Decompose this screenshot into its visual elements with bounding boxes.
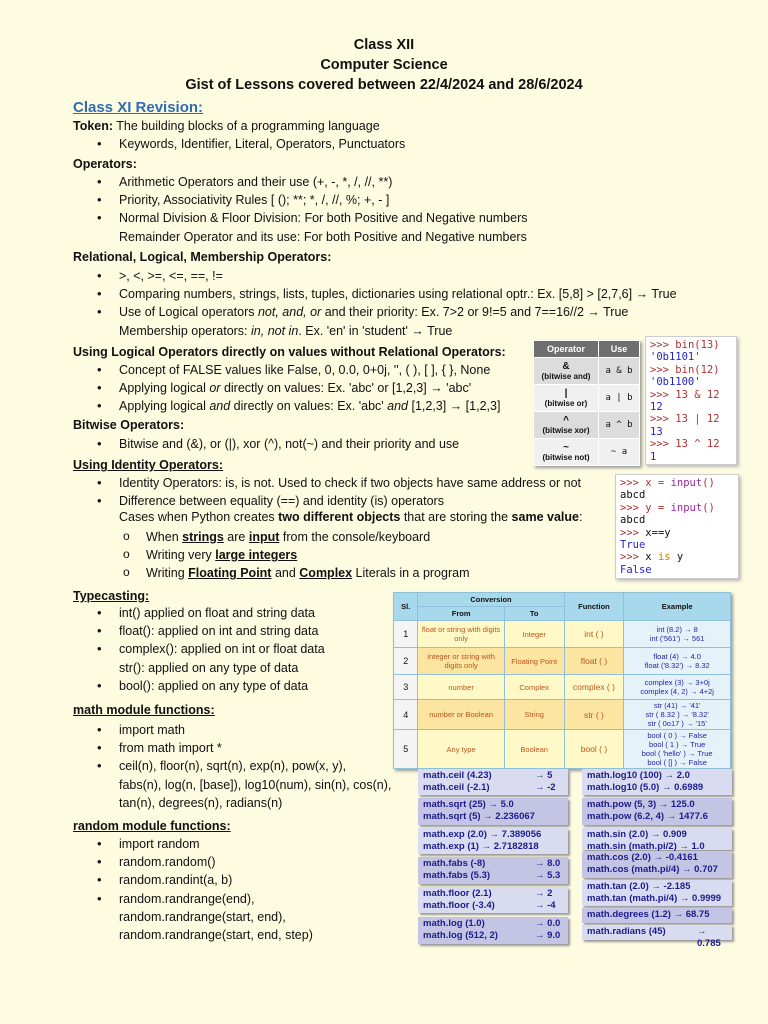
math-example-line <box>587 782 727 794</box>
math-example-line <box>423 782 563 794</box>
bitwise-operator-table <box>533 340 640 466</box>
math-example-line <box>587 864 727 876</box>
list-item: • ceil(n), floor(n), sqrt(n), exp(n), pow(x, y), <box>73 757 391 775</box>
math-result: → 9.0 <box>535 929 561 941</box>
example-cell <box>624 621 731 648</box>
math-example-box <box>418 828 568 854</box>
math-expr: math.exp (2.0) → 7.389056 <box>423 829 542 840</box>
list-item: • random.randint(a, b) <box>73 871 313 889</box>
code-prompt: >>> <box>650 413 669 426</box>
text: When <box>146 530 183 544</box>
table-row <box>534 412 640 439</box>
table-header: To <box>504 607 564 621</box>
identity-cases-line: Cases when Python creates two different objects that are storing the same value: <box>119 510 583 524</box>
to-cell: Integer <box>504 621 564 648</box>
operator-cell <box>534 385 599 412</box>
list-item <box>119 528 470 546</box>
math-expr: math.log10 (100) → 2.0 <box>587 770 690 781</box>
math-expr: math.fabs (-8) <box>423 858 486 869</box>
list-item <box>73 794 391 812</box>
math-example-box <box>418 917 568 944</box>
math-example-box <box>582 908 732 923</box>
table-header: Sl. <box>394 593 418 621</box>
bitwise-heading: Bitwise Operators: <box>73 418 185 432</box>
example-line: bool ( 1 ) → True <box>649 740 706 749</box>
code-output: 1 <box>650 450 657 463</box>
text: Applying logical <box>119 381 210 396</box>
list-item: • Identity Operators: is, is not. Used to check if two objects have same address or not <box>73 474 581 492</box>
math-example-line <box>587 893 727 905</box>
code-prompt: >>> <box>650 363 669 376</box>
typecasting-list <box>73 604 325 695</box>
text: Use of Logical operators <box>119 305 258 320</box>
math-example-box <box>582 798 732 825</box>
table-row <box>394 700 731 730</box>
math-result: → 0.785 <box>697 926 721 949</box>
text: . Ex. 'en' in 'student' → True <box>298 323 453 338</box>
code-text: () <box>702 501 715 514</box>
math-expr: math.tan (2.0) → -2.185 <box>587 881 691 892</box>
code-text: 13 | 12 <box>675 413 720 426</box>
list-item <box>73 379 500 397</box>
table-row <box>534 358 640 385</box>
list-item: • from math import * <box>73 739 391 757</box>
list-item: • Priority, Associativity Rules [ (); **; *, /, //, %; +, - ] <box>73 191 528 209</box>
list-item: • Concept of FALSE values like False, 0, 0.0, 0+0j, '', ( ), [ ], { }, None <box>73 361 500 379</box>
code-output: '0b1100' <box>650 376 701 389</box>
text-bold: input <box>248 530 280 544</box>
math-expr: math.sin (math.pi/2) → 1.0 <box>587 840 705 852</box>
code-keyword: input <box>670 501 703 514</box>
math-result: → 0.0 <box>535 918 561 929</box>
math-expr: math.floor (2.1) <box>423 888 492 899</box>
example-line: float (4) → 4.0 <box>653 652 701 661</box>
logical-direct-list <box>73 361 500 416</box>
math-expr: math.sin (2.0) → 0.909 <box>587 829 687 840</box>
table-header: Function <box>564 593 624 621</box>
table-row <box>394 675 731 700</box>
code-text: bin(13) <box>675 339 720 351</box>
code-text: y <box>670 551 684 564</box>
code-line <box>650 413 732 425</box>
from-cell: Any type <box>418 730 504 769</box>
text: tan(n), degrees(n), radians(n) <box>119 795 283 810</box>
list-item: • random.randrange(end), <box>73 890 313 908</box>
operators-heading: Operators: <box>73 157 137 171</box>
text: Applying logical <box>119 399 210 414</box>
math-example-line <box>587 799 727 811</box>
text: [1,2,3] → [1,2,3] <box>408 399 501 414</box>
table-row <box>394 730 731 769</box>
example-cell <box>624 648 731 675</box>
identity-list <box>73 474 581 510</box>
operator-use: a ^ b <box>599 412 640 439</box>
text-italic: in, not in <box>251 323 299 338</box>
math-example-box <box>582 828 732 850</box>
code-text: x <box>645 551 658 564</box>
table-header: Conversion <box>418 593 564 607</box>
math-example-line <box>423 799 563 811</box>
logical-direct-heading: Using Logical Operators directly on values without Relational Operators: <box>73 345 506 359</box>
table-row <box>394 648 731 675</box>
list-item <box>119 564 470 582</box>
math-example-line <box>423 870 563 882</box>
bitwise-list <box>73 435 459 453</box>
list-item: Remainder Operator and its use: For both Positive and Negative numbers <box>119 229 527 244</box>
text-bold: Floating Point <box>188 566 272 581</box>
example-line: str ( 8.32 ) → '8.32' <box>645 710 709 719</box>
relational-heading: Relational, Logical, Membership Operators: <box>73 250 332 264</box>
function-cell: int ( ) <box>564 621 624 648</box>
math-example-box <box>418 857 568 884</box>
table-row <box>534 439 640 466</box>
list-item: • Bitwise and (&), or (|), xor (^), not(~) and their priority and use <box>73 435 459 453</box>
operator-use: a | b <box>599 385 640 412</box>
text: directly on values: Ex. 'abc' <box>230 399 388 414</box>
example-line: bool ( [] ) → False <box>647 758 707 767</box>
revision-heading: Class XI Revision: <box>73 99 204 116</box>
sl-cell: 4 <box>394 700 418 730</box>
text: that are storing the <box>400 510 512 524</box>
list-item <box>73 776 391 794</box>
code-output: '0b1101' <box>650 351 701 364</box>
math-example-line <box>587 909 727 921</box>
math-example-line <box>423 918 563 930</box>
code-output: abcd <box>620 514 646 527</box>
text: and <box>271 566 300 581</box>
to-cell: Boolean <box>504 730 564 769</box>
math-example-line <box>423 811 563 823</box>
example-line: bool ( 'hello' ) → True <box>641 749 713 758</box>
list-item: • Comparing numbers, strings, lists, tuples, dictionaries using relational optr.: Ex. [5,8] > [2,7,6] → True <box>73 285 677 303</box>
code-prompt: >>> y = <box>620 501 671 514</box>
code-text: () <box>702 477 715 489</box>
math-expr: math.cos (math.pi/4) → 0.707 <box>587 863 718 875</box>
math-expr: math.tan (math.pi/4) → 0.9999 <box>587 892 722 904</box>
operator-cell <box>534 439 599 466</box>
code-prompt: >>> x = <box>620 477 671 489</box>
text: Writing very <box>146 548 216 563</box>
to-cell: Floating Point <box>504 648 564 675</box>
math-example-box <box>418 769 568 795</box>
list-item: • Keywords, Identifier, Literal, Operators, Punctuators <box>73 135 405 153</box>
math-result: → 5 <box>535 770 553 781</box>
text-bold: strings <box>182 530 224 544</box>
code-keyword: input <box>670 477 703 489</box>
math-expr: math.ceil (-2.1) <box>423 781 490 793</box>
list-item <box>119 546 470 564</box>
text-bold: same value <box>511 510 579 524</box>
table-header: Use <box>599 341 640 358</box>
input-code-snippet <box>615 474 739 579</box>
math-expr: math.degrees (1.2) → 68.75 <box>587 909 710 920</box>
list-item: • Difference between equality (==) and identity (is) operators <box>73 492 581 510</box>
code-keyword: is <box>657 551 671 564</box>
code-line <box>650 389 732 401</box>
math-example-box <box>418 887 568 913</box>
random-heading: random module functions: <box>73 819 231 833</box>
math-example-line <box>423 900 563 912</box>
text-bold: Complex <box>299 566 353 581</box>
math-expr: math.pow (5, 3) → 125.0 <box>587 799 695 810</box>
text: are <box>223 530 249 544</box>
code-text: 13 & 12 <box>675 388 720 401</box>
code-text: bin(12) <box>675 363 720 376</box>
text: fabs(n), log(n, [base]), log10(num), sin(n), cos(n), <box>119 777 392 792</box>
code-output: False <box>620 563 652 576</box>
token-text: The building blocks of a programming language <box>113 119 380 133</box>
from-cell: float or string with digits only <box>418 621 504 648</box>
math-expr: math.sqrt (25) → 5.0 <box>423 799 514 810</box>
sl-cell: 2 <box>394 648 418 675</box>
operator-cell <box>534 412 599 439</box>
math-example-line <box>587 926 727 949</box>
list-item: • import random <box>73 835 313 853</box>
list-item: • int() applied on float and string data <box>73 604 325 622</box>
math-example-line <box>587 829 727 841</box>
math-expr: math.pow (6.2, 4) → 1477.6 <box>587 810 708 822</box>
operators-list <box>73 173 528 246</box>
function-cell: float ( ) <box>564 648 624 675</box>
list-item <box>73 322 677 340</box>
operator-desc: (bitwise not) <box>542 453 590 462</box>
math-result: → 2 <box>535 888 553 899</box>
math-expr: math.log (512, 2) <box>423 929 498 941</box>
list-item: random.randrange(start, end), <box>119 909 286 924</box>
math-expr: math.fabs (5.3) <box>423 869 491 881</box>
list-item: • complex(): applied on int or float data <box>73 640 325 658</box>
math-result: → -4 <box>535 899 556 911</box>
list-item: • float(): applied on int and string data <box>73 622 325 640</box>
token-line <box>73 119 380 133</box>
list-item: random.randrange(start, end, step) <box>119 927 313 942</box>
relational-list <box>73 267 677 340</box>
to-cell: Complex <box>504 675 564 700</box>
math-example-line <box>587 852 727 864</box>
text: directly on values: Ex. 'abc' or [1,2,3] → 'abc' <box>220 381 472 396</box>
random-list <box>73 835 313 944</box>
sl-cell: 5 <box>394 730 418 769</box>
code-output: True <box>620 539 646 552</box>
code-line <box>620 477 734 489</box>
code-prompt: >>> <box>650 438 669 451</box>
math-result: → 8.0 <box>535 858 561 869</box>
text-bold: two different objects <box>278 510 401 524</box>
example-cell <box>624 700 731 730</box>
text: and their priority: Ex. 7>2 or 9!=5 and 7==16//2 → True <box>321 305 629 320</box>
code-line <box>620 551 734 563</box>
from-cell: integer or string with digits only <box>418 648 504 675</box>
math-example-line <box>587 881 727 893</box>
operator-symbol: ~ <box>563 442 569 453</box>
function-cell: str ( ) <box>564 700 624 730</box>
operator-desc: (bitwise or) <box>544 399 588 408</box>
math-expr: math.ceil (4.23) <box>423 770 492 781</box>
math-example-box <box>418 798 568 825</box>
example-line: float ('8.32') → 8.32 <box>644 661 710 670</box>
list-item <box>73 397 500 415</box>
math-example-line <box>423 841 563 853</box>
math-example-line <box>587 811 727 823</box>
table-row <box>534 385 640 412</box>
code-output: 13 <box>650 425 663 438</box>
operator-desc: (bitwise xor) <box>542 426 590 435</box>
math-expr: math.log10 (5.0) → 0.6989 <box>587 781 704 793</box>
code-text: 13 ^ 12 <box>675 438 720 451</box>
sl-cell: 3 <box>394 675 418 700</box>
operator-symbol: | <box>564 388 568 399</box>
list-item: • Arithmetic Operators and their use (+, -, *, /, //, **) <box>73 173 528 191</box>
list-item: • random.random() <box>73 853 313 871</box>
math-expr: math.radians (45) <box>587 926 666 937</box>
operator-use: a & b <box>599 358 640 385</box>
math-example-box <box>582 769 732 795</box>
example-cell <box>624 730 731 769</box>
code-line <box>620 502 734 514</box>
operator-symbol: ^ <box>563 415 569 426</box>
math-example-line <box>423 888 563 900</box>
math-example-box <box>582 880 732 906</box>
table-row <box>394 621 731 648</box>
math-example-line <box>423 770 563 782</box>
list-item: • bool(): applied on any type of data <box>73 677 325 695</box>
math-expr: math.exp (1) → 2.7182818 <box>423 840 539 852</box>
token-label: Token: <box>73 119 114 133</box>
example-cell <box>624 675 731 700</box>
bin-code-snippet <box>645 336 737 465</box>
text-italic: or <box>209 381 221 396</box>
example-line: complex (3) → 3+0j <box>644 678 710 687</box>
token-list <box>73 135 405 153</box>
table-header: Example <box>624 593 731 621</box>
list-item <box>73 303 677 321</box>
math-heading: math module functions: <box>73 703 215 717</box>
code-line <box>650 339 732 351</box>
doc-title-subject: Computer Science <box>320 57 448 73</box>
code-output: 12 <box>650 401 663 414</box>
text-italic: and <box>209 399 231 414</box>
example-line: int ('561') → 561 <box>649 634 705 643</box>
identity-cases-list <box>119 528 470 583</box>
code-line <box>650 438 732 450</box>
conversion-table <box>393 592 731 769</box>
code-text: x==y <box>645 526 671 539</box>
from-cell: number or Boolean <box>418 700 504 730</box>
to-cell: String <box>504 700 564 730</box>
list-item: • Normal Division & Floor Division: For both Positive and Negative numbers <box>73 209 528 227</box>
math-example-line <box>587 770 727 782</box>
math-result: → -2 <box>535 781 556 793</box>
text: Membership operators: <box>119 323 252 338</box>
doc-title-class: Class XII <box>353 37 415 53</box>
example-line: complex (4, 2) → 4+2j <box>640 687 714 696</box>
text: Cases when Python creates <box>119 510 279 524</box>
math-list <box>73 721 391 812</box>
operator-use: ~ a <box>599 439 640 466</box>
operator-desc: (bitwise and) <box>541 372 591 381</box>
code-prompt: >>> <box>650 388 669 401</box>
code-line <box>620 527 734 539</box>
text-bold: large integers <box>215 548 298 563</box>
example-line: bool ( 0 ) → False <box>647 731 707 740</box>
identity-heading: Using Identity Operators: <box>73 458 224 472</box>
code-prompt: >>> <box>650 339 669 351</box>
text: Writing <box>146 566 189 581</box>
math-expr: math.sqrt (5) → 2.236067 <box>423 810 535 822</box>
operator-symbol: & <box>562 361 570 372</box>
math-example-line <box>423 829 563 841</box>
list-item: • import math <box>73 721 391 739</box>
sl-cell: 1 <box>394 621 418 648</box>
math-example-line <box>423 858 563 870</box>
text: from the console/keyboard <box>279 530 431 544</box>
list-item: • >, <, >=, <=, ==, != <box>73 267 677 285</box>
code-prompt: >>> <box>620 526 646 539</box>
math-expr: math.log (1.0) <box>423 918 485 929</box>
math-example-box <box>582 925 732 949</box>
function-cell: bool ( ) <box>564 730 624 769</box>
from-cell: number <box>418 675 504 700</box>
math-expr: math.floor (-3.4) <box>423 899 495 911</box>
text-italic: and <box>387 399 408 414</box>
operator-cell <box>534 358 599 385</box>
table-header: Operator <box>534 341 599 358</box>
example-line: int (8.2) → 8 <box>656 625 698 634</box>
text-italic: not, and, or <box>257 305 322 320</box>
list-item: str(): applied on any type of data <box>119 660 299 675</box>
math-example-line <box>423 930 563 942</box>
code-prompt: >>> <box>620 551 646 564</box>
example-line: str ( 0o17 ) → '15' <box>647 719 707 728</box>
typecasting-heading: Typecasting: <box>73 589 150 603</box>
math-example-box <box>582 851 732 878</box>
math-result: → 5.3 <box>535 869 561 881</box>
example-line: str (41) → '41' <box>653 701 701 710</box>
text: Literals in a program <box>352 566 470 581</box>
code-line <box>650 364 732 376</box>
math-expr: math.cos (2.0) → -0.4161 <box>587 852 698 863</box>
table-header: From <box>418 607 504 621</box>
code-output: abcd <box>620 489 646 502</box>
function-cell: complex ( ) <box>564 675 624 700</box>
doc-title-gist: Gist of Lessons covered between 22/4/2024 and 28/6/2024 <box>185 77 583 93</box>
